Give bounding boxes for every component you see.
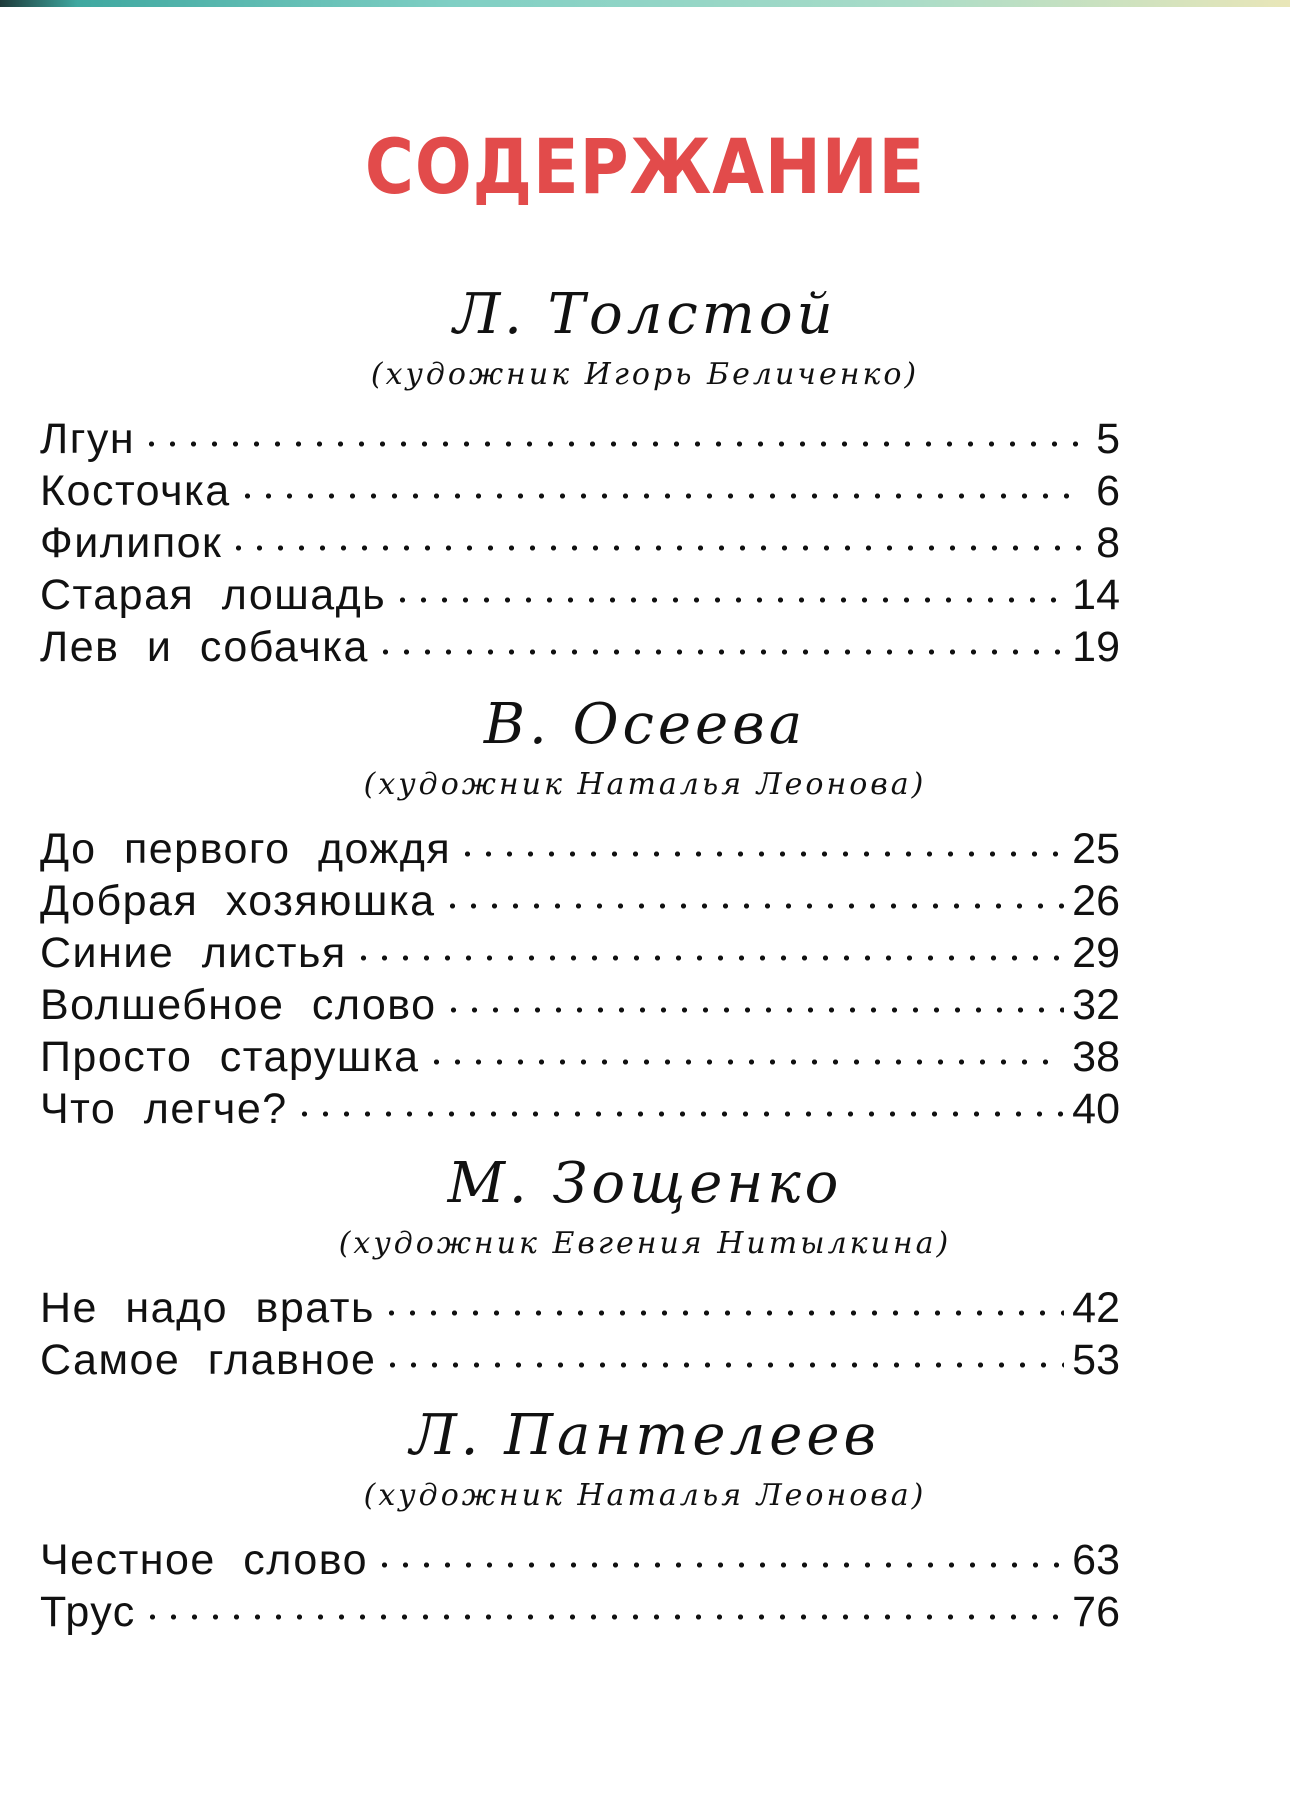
entry-title: Не надо врать bbox=[40, 1284, 375, 1332]
entry-title: Трус bbox=[40, 1588, 136, 1636]
entry-title: Самое главное bbox=[40, 1336, 377, 1384]
entry-page-number: 53 bbox=[1072, 1336, 1120, 1384]
page-title: СОДЕРЖАНИЕ bbox=[364, 122, 926, 211]
entry-title: Старая лошадь bbox=[40, 571, 387, 619]
entry-page-number: 25 bbox=[1072, 825, 1120, 873]
entry-list bbox=[0, 1270, 1290, 1384]
entry-page-number: 38 bbox=[1072, 1033, 1120, 1081]
illustrator-credit: (художник Наталья Леонова) bbox=[363, 767, 927, 802]
entry-title: Добрая хозяюшка bbox=[40, 877, 436, 925]
dot-leader bbox=[457, 811, 1072, 863]
toc-entry[interactable] bbox=[0, 915, 1120, 977]
section-panteleev bbox=[0, 1403, 1290, 1636]
entry-list bbox=[0, 811, 1290, 1133]
toc-entry[interactable] bbox=[0, 1071, 1120, 1133]
entry-title: Синие листья bbox=[40, 929, 347, 977]
entry-page-number: 8 bbox=[1096, 519, 1120, 567]
entry-list bbox=[0, 401, 1290, 671]
author-name: В. Осеева bbox=[483, 692, 807, 757]
dot-leader bbox=[237, 453, 1090, 505]
toc-entry[interactable] bbox=[0, 1019, 1120, 1081]
entry-page-number: 63 bbox=[1072, 1536, 1120, 1584]
toc-entry[interactable] bbox=[0, 1270, 1120, 1332]
toc-entry[interactable] bbox=[0, 1322, 1120, 1384]
entry-page-number: 14 bbox=[1072, 571, 1120, 619]
entry-list bbox=[0, 1522, 1290, 1636]
entry-title: Волшебное слово bbox=[40, 981, 437, 1029]
section-tolstoy bbox=[0, 282, 1290, 671]
illustrator-credit: (художник Игорь Беличенко) bbox=[370, 357, 920, 392]
dot-leader bbox=[392, 557, 1072, 609]
author-name: Л. Толстой bbox=[453, 282, 837, 347]
entry-title: Что легче? bbox=[40, 1085, 288, 1133]
entry-title: Косточка bbox=[40, 467, 231, 515]
toc-entry[interactable] bbox=[0, 811, 1120, 873]
dot-leader bbox=[228, 505, 1090, 557]
toc-entry[interactable] bbox=[0, 967, 1120, 1029]
entry-title: Филипок bbox=[40, 519, 223, 567]
dot-leader bbox=[353, 915, 1072, 967]
entry-title: Честное слово bbox=[40, 1536, 369, 1584]
entry-page-number: 29 bbox=[1072, 929, 1120, 977]
dot-leader bbox=[374, 1522, 1072, 1574]
dot-leader bbox=[294, 1071, 1073, 1123]
dot-leader bbox=[141, 401, 1090, 453]
toc-entry[interactable] bbox=[0, 401, 1120, 463]
illustrator-credit: (художник Наталья Леонова) bbox=[363, 1478, 927, 1513]
toc-entry[interactable] bbox=[0, 557, 1120, 619]
entry-page-number: 40 bbox=[1072, 1085, 1120, 1133]
entry-title: Просто старушка bbox=[40, 1033, 420, 1081]
author-name: Л. Пантелеев bbox=[409, 1403, 881, 1468]
top-color-strip bbox=[0, 0, 1290, 7]
dot-leader bbox=[382, 1322, 1072, 1374]
illustrator-credit: (художник Евгения Нитылкина) bbox=[338, 1226, 952, 1261]
entry-page-number: 32 bbox=[1072, 981, 1120, 1029]
toc-entry[interactable] bbox=[0, 453, 1120, 515]
toc-entry[interactable] bbox=[0, 609, 1120, 671]
dot-leader bbox=[443, 967, 1073, 1019]
author-name: М. Зощенко bbox=[447, 1151, 843, 1216]
entry-title: До первого дождя bbox=[40, 825, 452, 873]
entry-page-number: 19 bbox=[1072, 623, 1120, 671]
toc-entry[interactable] bbox=[0, 863, 1120, 925]
entry-page-number: 5 bbox=[1096, 415, 1120, 463]
entry-title: Лев и собачка bbox=[40, 623, 369, 671]
dot-leader bbox=[442, 863, 1073, 915]
section-oseeva bbox=[0, 692, 1290, 1133]
entry-title: Лгун bbox=[40, 415, 136, 463]
entry-page-number: 42 bbox=[1072, 1284, 1120, 1332]
section-zoshchenko bbox=[0, 1151, 1290, 1384]
entry-page-number: 26 bbox=[1072, 877, 1120, 925]
toc-entry[interactable] bbox=[0, 1522, 1120, 1584]
dot-leader bbox=[375, 609, 1072, 661]
toc-entry[interactable] bbox=[0, 505, 1120, 567]
dot-leader bbox=[142, 1574, 1072, 1626]
dot-leader bbox=[426, 1019, 1073, 1071]
entry-page-number: 76 bbox=[1072, 1588, 1120, 1636]
toc-entry[interactable] bbox=[0, 1574, 1120, 1636]
dot-leader bbox=[381, 1270, 1072, 1322]
entry-page-number: 6 bbox=[1096, 467, 1120, 515]
